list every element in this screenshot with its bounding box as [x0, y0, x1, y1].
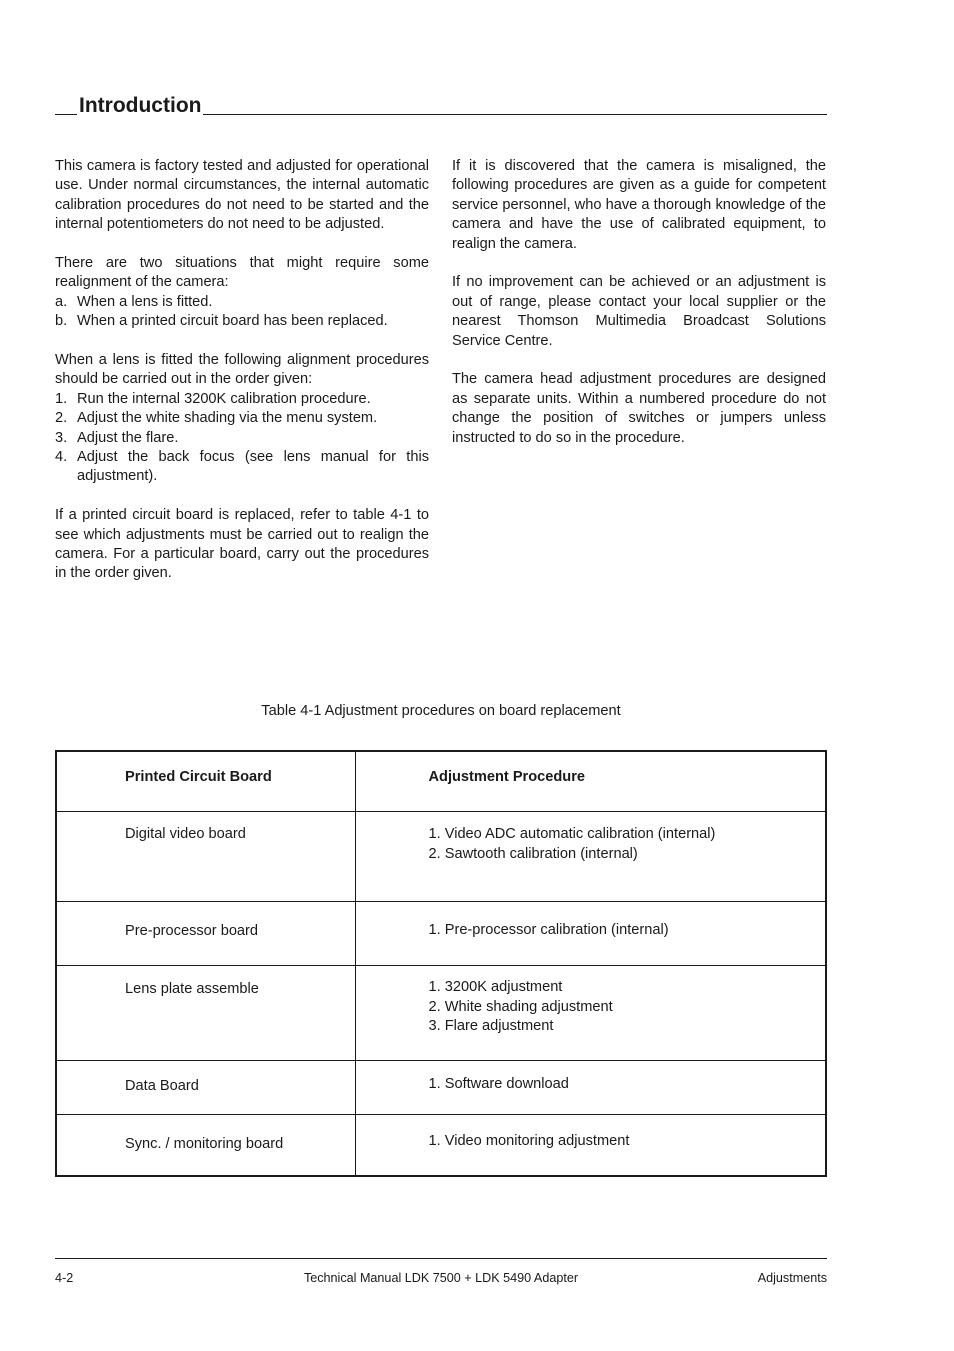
list-item: 4. Adjust the back focus (see lens manual for this adjustment).: [55, 449, 429, 485]
procedure-cell: [355, 966, 826, 1061]
list-item: a. When a lens is fitted.: [55, 293, 213, 310]
alignment-steps-list: [55, 390, 429, 487]
table-caption: Table 4-1 Adjustment procedures on board replacement: [261, 703, 621, 719]
procedure-step: 2. White shading adjustment: [428, 998, 613, 1015]
column-header-board: Printed Circuit Board: [56, 751, 355, 812]
list-item: 3. Adjust the flare.: [55, 429, 179, 446]
section-heading: [55, 92, 827, 118]
procedure-cell: [355, 1061, 826, 1115]
procedure-cell: [355, 812, 826, 902]
page-title: Introduction: [79, 94, 202, 117]
situations-list: [55, 293, 429, 332]
procedure-step: 2. Sawtooth calibration (internal): [428, 845, 638, 862]
procedure-step: 1. Pre-processor calibration (internal): [428, 922, 669, 938]
paragraph-board-replaced: If a printed circuit board is replaced, refer to table 4-1 to see which adjustments must be carried out to realign the camera. For a particular board, carry out the procedures in the order given.: [55, 507, 429, 582]
board-cell: Data Board: [56, 1061, 355, 1115]
procedure-cell: [355, 902, 826, 966]
column-header-procedure: Adjustment Procedure: [355, 751, 826, 812]
procedure-step: 1. Video monitoring adjustment: [428, 1133, 630, 1149]
footer-document-title: Technical Manual LDK 7500 + LDK 5490 Adapter: [303, 1271, 579, 1285]
heading-lead-rule: [55, 114, 77, 115]
paragraph-contact-supplier: If no improvement can be achieved or an adjustment is out of range, please contact your local supplier or the nearest Thomson Multimedia Broadcast Solutions Service Centre.: [452, 274, 826, 349]
procedure-step: 1. 3200K adjustment: [428, 979, 563, 995]
board-cell: Digital video board: [56, 812, 355, 902]
procedure-cell: [355, 1115, 826, 1177]
table-row: [56, 1115, 826, 1177]
board-cell: Pre-processor board: [56, 902, 355, 966]
paragraph-realignment-intro: There are two situations that might require some realignment of the camera:: [55, 255, 429, 291]
table-row: [56, 1061, 826, 1115]
procedure-step: 1. Video ADC automatic calibration (internal): [428, 826, 716, 842]
paragraph-factory-tested: This camera is factory tested and adjusted for operational use. Under normal circumstances, the internal automatic calibration procedures do not need to be started and the internal potentiometers do not need to be adjusted.: [55, 158, 429, 233]
list-item: 2. Adjust the white shading via the menu system.: [55, 410, 378, 427]
adjustment-procedures-table: [55, 750, 827, 1177]
procedure-step: 3. Flare adjustment: [428, 1018, 554, 1035]
left-column: [55, 157, 429, 603]
paragraph-misaligned: If it is discovered that the camera is misaligned, the following procedures are given as a guide for competent service personnel, who have a thorough knowledge of the camera and have the use of calibrated equipment, to realign the camera.: [452, 158, 826, 252]
table-row: [56, 966, 826, 1061]
paragraph-separate-units: The camera head adjustment procedures are designed as separate units. Within a numbered procedure do not change the position of switches or jumpers unless instructed to do so in the procedure.: [452, 371, 826, 446]
footer-section-name: Adjustments: [757, 1271, 827, 1285]
table-row: [56, 902, 826, 966]
list-item: 1. Run the internal 3200K calibration procedure.: [55, 390, 371, 407]
footer-page-number: 4-2: [55, 1271, 74, 1285]
board-cell: Sync. / monitoring board: [56, 1115, 355, 1177]
board-cell: Lens plate assemble: [56, 966, 355, 1061]
paragraph-lens-fitted-intro: When a lens is fitted the following alignment procedures should be carried out in the order given:: [55, 352, 429, 388]
table-header-row: [56, 751, 826, 812]
procedure-step: 1. Software download: [428, 1076, 569, 1092]
heading-tail-rule: [203, 114, 827, 115]
right-column: [452, 157, 826, 467]
footer-rule: [55, 1258, 827, 1259]
table-row: [56, 812, 826, 902]
list-item: b. When a printed circuit board has been replaced.: [55, 313, 388, 330]
